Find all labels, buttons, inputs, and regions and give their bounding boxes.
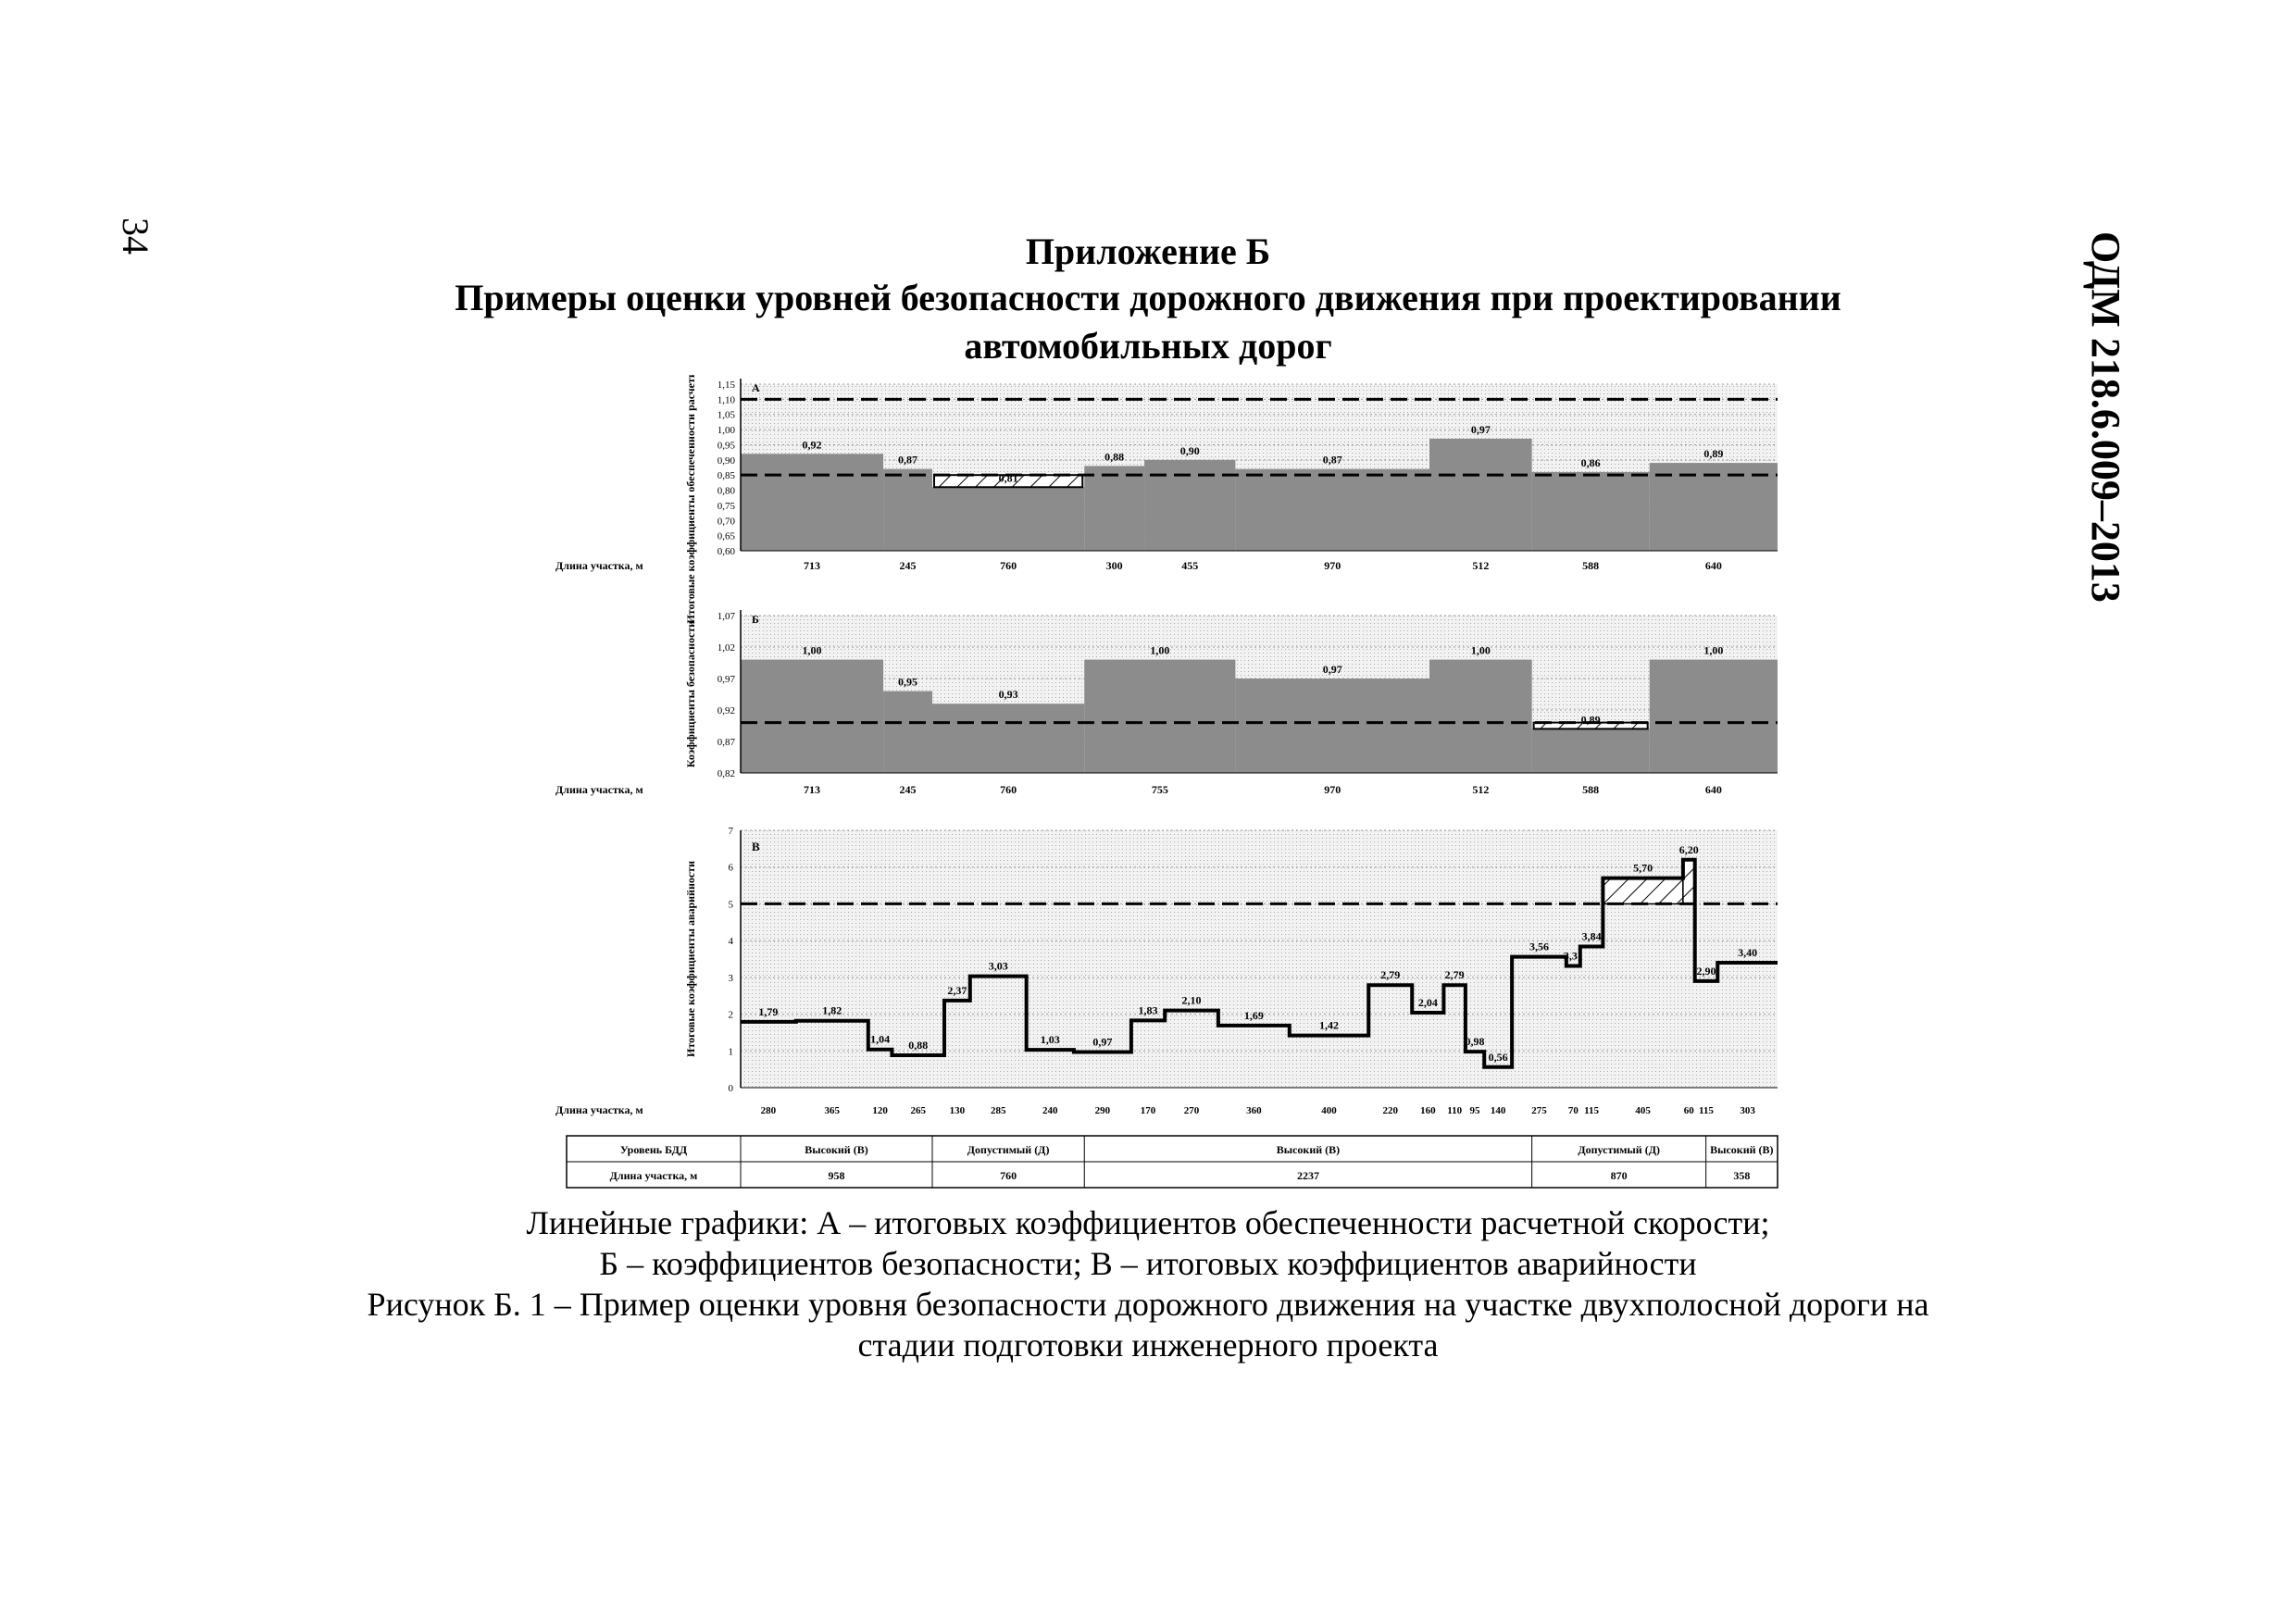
chart-c-length-label: 120 bbox=[872, 1105, 888, 1116]
chart-b-data-label: 1,00 bbox=[1150, 643, 1170, 657]
chart-b-data-label: 0,97 bbox=[1322, 663, 1342, 676]
chart-b-length-label: 760 bbox=[1000, 783, 1017, 796]
summary-table-level-cell: Высокий (В) bbox=[1710, 1143, 1774, 1156]
chart-a-length-label: 455 bbox=[1181, 559, 1199, 572]
chart-b-y-axis-label: Коэффициенты безопасности bbox=[684, 620, 697, 768]
chart-c-length-label: 140 bbox=[1490, 1105, 1506, 1116]
chart-c-data-label: 6,20 bbox=[1678, 842, 1699, 856]
chart-c-length-label: 220 bbox=[1382, 1105, 1398, 1116]
chart-c-ytick-label: 5 bbox=[728, 899, 733, 911]
chart-c-data-label: 3,84 bbox=[1581, 929, 1602, 943]
chart-c-length-label: 115 bbox=[1584, 1105, 1600, 1116]
chart-c-length-label: 270 bbox=[1183, 1105, 1200, 1116]
chart-b-ytick-label: 0,97 bbox=[717, 674, 735, 685]
chart-c-length-label: 130 bbox=[949, 1105, 966, 1116]
chart-b-length-label: 755 bbox=[1151, 783, 1168, 796]
summary-table-row-header: Уровень БДД bbox=[619, 1143, 688, 1156]
chart-c-data-label: 0,88 bbox=[908, 1039, 929, 1052]
chart-b-bar bbox=[1429, 660, 1532, 773]
chart-a-length-label: 300 bbox=[1105, 559, 1123, 572]
appendix-subtitle-line2: автомобильных дорог bbox=[964, 325, 1332, 367]
chart-c-length-label: 265 bbox=[910, 1105, 926, 1116]
chart-b-bar bbox=[883, 691, 932, 773]
chart-a-x-axis-label: Длина участка, м bbox=[555, 559, 643, 572]
chart-a-ytick-label: 1,00 bbox=[717, 425, 735, 437]
chart-c-data-label: 2,79 bbox=[1444, 968, 1465, 982]
chart-a-bar bbox=[741, 454, 883, 551]
chart-c-data-label: 2,79 bbox=[1380, 968, 1401, 982]
chart-b-length-label: 970 bbox=[1324, 783, 1341, 796]
document-code: ОДМ 218.6.009–2013 bbox=[2083, 231, 2128, 603]
chart-c-data-label: 3,03 bbox=[988, 959, 1008, 973]
chart-c-data-label: 1,69 bbox=[1243, 1008, 1264, 1022]
chart-c-ytick-label: 2 bbox=[728, 1009, 733, 1021]
summary-table-length-cell: 358 bbox=[1733, 1169, 1751, 1182]
chart-c-data-label: 3,56 bbox=[1529, 940, 1549, 953]
chart-a-ytick-label: 0,80 bbox=[717, 485, 735, 497]
chart-c-data-label: 5,70 bbox=[1633, 861, 1653, 875]
chart-b-ytick-label: 1,02 bbox=[717, 642, 735, 654]
chart-a-bar bbox=[1532, 472, 1650, 551]
chart-c-data-label: 1,04 bbox=[870, 1032, 891, 1046]
chart-a-length-label: 713 bbox=[804, 559, 821, 572]
summary-table-level-cell: Допустимый (Д) bbox=[1578, 1143, 1660, 1156]
chart-b-data-label: 0,93 bbox=[998, 688, 1018, 702]
appendix-title: Приложение Б bbox=[1025, 230, 1271, 272]
chart-c-length-label: 240 bbox=[1042, 1105, 1058, 1116]
summary-table-level-cell: Высокий (В) bbox=[805, 1143, 868, 1156]
summary-table-level-cell: Высокий (В) bbox=[1276, 1143, 1341, 1156]
chart-b-x-axis-label: Длина участка, м bbox=[555, 783, 643, 796]
chart-c-data-label: 1,03 bbox=[1040, 1033, 1060, 1047]
chart-a-data-label: 0,92 bbox=[802, 438, 822, 452]
chart-c-ytick-label: 3 bbox=[728, 972, 733, 984]
chart-a-bar bbox=[883, 469, 932, 551]
chart-a-data-label: 0,88 bbox=[1104, 450, 1125, 464]
chart-c-ytick-label: 6 bbox=[728, 862, 733, 874]
chart-c-exceed-area bbox=[1603, 878, 1683, 904]
figure-svg bbox=[555, 375, 1787, 1189]
chart-c-length-label: 170 bbox=[1140, 1105, 1156, 1116]
chart-a-panel-letter: А bbox=[752, 381, 760, 394]
chart-b-bar bbox=[1084, 660, 1235, 773]
chart-c-data-label: 1,79 bbox=[758, 1004, 779, 1018]
chart-a-data-label: 0,86 bbox=[1580, 455, 1601, 469]
chart-b-length-label: 588 bbox=[1582, 783, 1600, 796]
chart-a-bar bbox=[1235, 469, 1429, 551]
chart-a-ytick-label: 0,60 bbox=[717, 546, 735, 557]
chart-a-ytick-label: 0,75 bbox=[717, 500, 735, 512]
chart-c-length-label: 400 bbox=[1321, 1105, 1337, 1116]
chart-c-data-label: 0,56 bbox=[1488, 1050, 1508, 1064]
chart-c-length-label: 365 bbox=[824, 1105, 841, 1116]
chart-a-ytick-label: 0,95 bbox=[717, 440, 735, 452]
chart-a-length-label: 588 bbox=[1582, 559, 1600, 572]
chart-c-length-label: 285 bbox=[990, 1105, 1006, 1116]
chart-b-bar bbox=[932, 704, 1084, 773]
chart-c-x-axis-label: Длина участка, м bbox=[555, 1103, 643, 1116]
summary-table-length-cell: 958 bbox=[828, 1169, 845, 1182]
chart-c-ytick-label: 7 bbox=[728, 826, 733, 837]
chart-b-data-label: 1,00 bbox=[802, 643, 822, 657]
summary-table-length-cell: 760 bbox=[1000, 1169, 1017, 1182]
chart-b-data-label: 0,95 bbox=[898, 675, 918, 689]
chart-a-data-label: 0,89 bbox=[1703, 447, 1724, 461]
chart-a-data-label: 0,97 bbox=[1470, 422, 1491, 436]
chart-c-length-label: 275 bbox=[1531, 1105, 1547, 1116]
summary-table-length-cell: 2237 bbox=[1296, 1169, 1319, 1182]
chart-c-data-label: 0,98 bbox=[1465, 1035, 1485, 1049]
chart-c-data-label: 1,42 bbox=[1319, 1018, 1340, 1032]
chart-a-length-label: 970 bbox=[1324, 559, 1341, 572]
chart-b-bar bbox=[1650, 660, 1778, 773]
page-number: 34 bbox=[115, 218, 156, 255]
summary-table-row-header: Длина участка, м bbox=[609, 1169, 698, 1182]
chart-a-ytick-label: 1,15 bbox=[717, 380, 735, 391]
chart-a-ytick-label: 1,10 bbox=[717, 394, 735, 406]
chart-a-data-label: 0,81 bbox=[998, 471, 1018, 485]
chart-b-bar bbox=[741, 660, 883, 773]
chart-c-data-label: 2,10 bbox=[1181, 993, 1202, 1007]
chart-c-length-label: 360 bbox=[1246, 1105, 1262, 1116]
chart-b-data-label: 1,00 bbox=[1703, 643, 1724, 657]
chart-a-data-label: 0,87 bbox=[898, 453, 918, 467]
chart-c-data-label: 2,04 bbox=[1417, 995, 1438, 1009]
chart-c-data-label: 3,40 bbox=[1738, 945, 1758, 959]
chart-c-plot-bg bbox=[741, 830, 1778, 1088]
chart-b-ytick-label: 0,92 bbox=[717, 705, 735, 716]
chart-a-length-label: 760 bbox=[1000, 559, 1017, 572]
chart-a-ytick-label: 0,70 bbox=[717, 516, 735, 528]
chart-c-ytick-label: 4 bbox=[728, 936, 733, 948]
summary-table-level-cell: Допустимый (Д) bbox=[967, 1143, 1050, 1156]
chart-b-bar bbox=[1532, 729, 1650, 773]
chart-a-bar bbox=[1084, 466, 1144, 551]
chart-c-data-label: 3,31 bbox=[1563, 949, 1583, 963]
caption-line3: Рисунок Б. 1 – Пример оценки уровня безопасности дорожного движения на участке двухполосной дороги на bbox=[367, 1286, 1929, 1323]
chart-c-length-label: 115 bbox=[1699, 1105, 1714, 1116]
chart-a-bar bbox=[1144, 460, 1235, 551]
chart-a-ytick-label: 0,90 bbox=[717, 455, 735, 467]
chart-c-ytick-label: 0 bbox=[728, 1083, 733, 1094]
chart-a-length-label: 245 bbox=[899, 559, 917, 572]
chart-c-length-label: 70 bbox=[1567, 1105, 1578, 1116]
chart-c-length-label: 303 bbox=[1740, 1105, 1755, 1116]
chart-b-bar bbox=[1235, 679, 1429, 773]
chart-c-length-label: 280 bbox=[760, 1105, 777, 1116]
chart-a-data-label: 0,90 bbox=[1179, 443, 1200, 457]
chart-a-bar bbox=[932, 487, 1084, 551]
chart-c-length-label: 405 bbox=[1635, 1105, 1651, 1116]
chart-a-length-label: 512 bbox=[1472, 559, 1490, 572]
chart-c-data-label: 0,97 bbox=[1092, 1035, 1113, 1049]
chart-b-panel-letter: Б bbox=[752, 613, 759, 626]
chart-a-length-label: 640 bbox=[1704, 559, 1722, 572]
figure-b1 bbox=[555, 375, 1787, 1194]
chart-a-y-axis-label: Итоговые коэффициенты обеспеченности расчетной скорости bbox=[684, 375, 697, 624]
chart-b-data-label: 1,00 bbox=[1470, 643, 1491, 657]
chart-a-bar bbox=[1429, 439, 1532, 551]
chart-b-length-label: 245 bbox=[899, 783, 917, 796]
chart-b-ytick-label: 0,82 bbox=[717, 768, 735, 779]
chart-c-length-label: 160 bbox=[1420, 1105, 1436, 1116]
chart-b-ytick-label: 1,07 bbox=[717, 611, 735, 622]
chart-c-ytick-label: 1 bbox=[728, 1046, 733, 1058]
chart-c-data-label: 2,37 bbox=[947, 983, 967, 997]
chart-a-data-label: 0,87 bbox=[1322, 453, 1342, 467]
caption-line1: Линейные графики: А – итоговых коэффициентов обеспеченности расчетной скорости; bbox=[526, 1204, 1770, 1241]
summary-table-length-cell: 870 bbox=[1610, 1169, 1628, 1182]
chart-b-length-label: 512 bbox=[1472, 783, 1490, 796]
chart-c-data-label: 1,82 bbox=[822, 1003, 842, 1017]
chart-b-ytick-label: 0,87 bbox=[717, 737, 735, 748]
appendix-subtitle-line1: Примеры оценки уровней безопасности дорожного движения при проектировании bbox=[455, 277, 1841, 318]
chart-c-data-label: 2,90 bbox=[1696, 964, 1716, 978]
caption-line4: стадии подготовки инженерного проекта bbox=[857, 1326, 1439, 1364]
chart-b-data-label: 0,89 bbox=[1580, 713, 1601, 727]
chart-b-length-label: 640 bbox=[1704, 783, 1722, 796]
chart-a-ytick-label: 1,05 bbox=[717, 409, 735, 421]
chart-b-length-label: 713 bbox=[804, 783, 821, 796]
chart-a-ytick-label: 0,85 bbox=[717, 470, 735, 482]
chart-c-length-label: 110 bbox=[1447, 1105, 1463, 1116]
chart-c-data-label: 1,83 bbox=[1138, 1003, 1158, 1017]
chart-c-length-label: 60 bbox=[1683, 1105, 1694, 1116]
caption-line2: Б – коэффициентов безопасности; В – итоговых коэффициентов аварийности bbox=[599, 1245, 1697, 1282]
chart-a-ytick-label: 0,65 bbox=[717, 530, 735, 542]
chart-c-length-label: 95 bbox=[1469, 1105, 1480, 1116]
chart-c-length-label: 290 bbox=[1094, 1105, 1111, 1116]
chart-c-y-axis-label: Итоговые коэффициенты аварийности bbox=[684, 861, 697, 1057]
chart-c-panel-letter: В bbox=[752, 840, 760, 853]
